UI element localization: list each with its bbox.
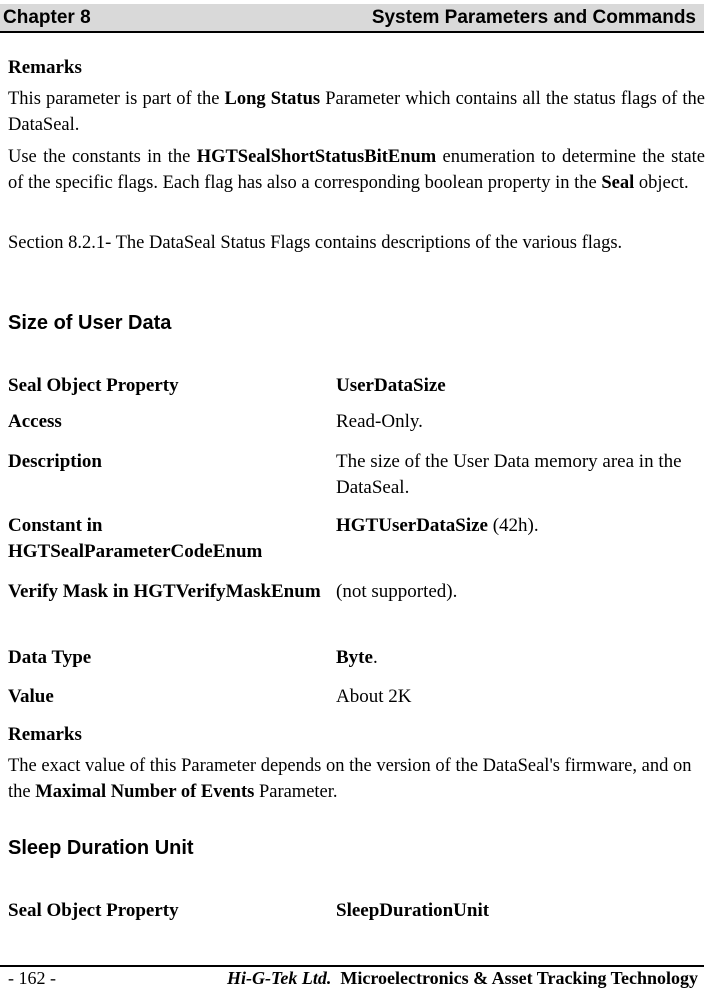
section-heading-sleep-duration: Sleep Duration Unit [8,837,194,859]
property-value: The size of the User Data memory area in the DataSeal. [336,451,682,498]
property-key: Value [8,686,54,707]
property-value: HGTUserDataSize (42h). [336,515,539,536]
footer-divider [0,965,704,967]
property-value: Byte. [336,647,378,668]
section-heading-user-data: Size of User Data [8,312,172,334]
property-value: (not supported). [336,581,458,602]
remarks-paragraph: The exact value of this Parameter depends on the version of the DataSeal's firmware, and on the Maximal Number of Events Parameter. [8,756,692,802]
property-key: Seal Object Property [8,900,179,921]
property-value: UserDataSize [336,375,446,396]
remarks-heading: Remarks [8,724,82,745]
property-value: About 2K [336,686,412,707]
property-key: Access [8,411,62,432]
property-key: Description [8,451,102,472]
property-value: SleepDurationUnit [336,900,490,921]
property-key: Verify Mask in HGTVerifyMaskEnum [8,581,321,602]
property-value: Read-Only. [336,411,423,432]
footer-company: Hi-G-Tek Ltd. Microelectronics & Asset Tracking Technology [227,968,698,988]
page-number: - 162 - [8,968,56,988]
chapter-label: Chapter 8 [3,7,91,28]
remarks-paragraph-3: Section 8.2.1- The DataSeal Status Flags contains descriptions of the various flags. [8,233,623,253]
remarks-paragraph-2: Use the constants in the HGTSealShortStatusBitEnum enumeration to determine the state of the specific flags. Each flag has also a corresponding boolean property in the Seal object. [8,147,706,193]
remarks-paragraph-1: This parameter is part of the Long Status Parameter which contains all the status flags of the DataSeal. [8,89,705,135]
property-key: Constant in HGTSealParameterCodeEnum [8,515,263,562]
property-key: Data Type [8,647,92,668]
property-key: Seal Object Property [8,375,179,396]
page-header [0,4,704,33]
remarks-heading: Remarks [8,57,82,78]
chapter-title: System Parameters and Commands [371,7,696,28]
